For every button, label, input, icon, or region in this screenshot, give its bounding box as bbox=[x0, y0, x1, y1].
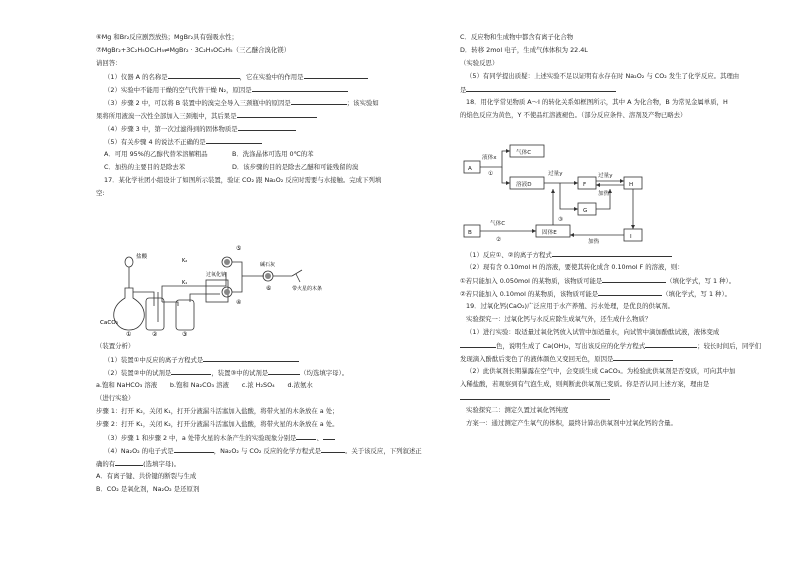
s2-text-b: ，装置③中的试剂是 bbox=[211, 369, 269, 377]
answer-blank bbox=[552, 250, 672, 257]
label-k2: K₂ bbox=[182, 258, 188, 264]
label-num-1: ① bbox=[126, 331, 132, 338]
q3-line1 bbox=[104, 98, 379, 107]
q3-text-c: 果将所用液溴一次性全部加入三颈瓶中，其后果是 bbox=[96, 112, 237, 120]
apparatus-figure bbox=[96, 240, 323, 338]
label-step-3: ③ bbox=[558, 217, 564, 223]
answer-blank bbox=[168, 72, 240, 79]
q18-stem: 18．用化学常见物质 A～I 的转化关系如框图所示，其中 A 为化合物，B 为常见金属单质，H bbox=[466, 98, 728, 106]
section-procedure: （进行实验） bbox=[96, 394, 135, 402]
s5-answer bbox=[460, 85, 616, 94]
section-analysis: （装置分析） bbox=[96, 342, 135, 350]
s4-select bbox=[96, 459, 180, 468]
q18-2a-text: ①若只能加入 0.050mol 的某物质，该物质可能是 bbox=[460, 277, 603, 285]
q17-stem: 17．某化学社团小组设计了如图所示装置，验证 CO₂ 跟 Na₂O₂ 反应时需要与水接触。完成下列填 bbox=[104, 176, 382, 184]
answer-blank bbox=[304, 72, 368, 79]
s2-text: （2）装置②中的试剂是 bbox=[104, 369, 172, 377]
flow-diagram bbox=[460, 125, 660, 245]
s5-text: 是 bbox=[460, 86, 467, 94]
label-k1: K₁ bbox=[182, 280, 188, 286]
option-c: C．加热的主要目的是除去苯 bbox=[104, 163, 186, 171]
exp1-title: 实验探究一：过氧化钙与水反应除生成氧气外，还生成什么物质？ bbox=[466, 315, 652, 323]
q3-text: （3）步骤 2 中，可以将 B 装置中的溴完全导入三颈瓶中的原因是 bbox=[104, 99, 291, 107]
e1-line: （1）进行实验：取适量过氧化钙放入试管中加适量水，向试管中滴加酚酞试液，液体变成 bbox=[466, 328, 720, 336]
node-f: F bbox=[583, 182, 587, 188]
answer-blank bbox=[460, 393, 610, 400]
label-num-6: ⑥ bbox=[266, 285, 272, 292]
s2-options: a.饱和 NaHCO₃ 溶液 b.饱和 Na₂CO₃ 溶液 c.浓 H₂SO₄ d.浓氨水 bbox=[96, 381, 313, 389]
label-soda-lime: 碱石灰 bbox=[260, 262, 276, 268]
node-d: 溶液D bbox=[516, 182, 532, 188]
q18-1-text: （1）反应①、②的离子方程式 bbox=[466, 251, 552, 259]
answer-blank bbox=[171, 368, 211, 375]
e3-line bbox=[460, 354, 673, 363]
node-e: 固体E bbox=[542, 230, 557, 236]
q18-2b-text: ②若只能加入 0.10mol 的某物质，该物质可能是 bbox=[460, 290, 599, 298]
s1-text: （1）装置①中反应的离子方程式是 bbox=[104, 356, 204, 364]
prompt-answer: 请回答： bbox=[96, 59, 122, 67]
q18-1 bbox=[466, 250, 672, 259]
label-num-2: ② bbox=[152, 331, 158, 338]
note-7: ⑦MgBr₂+3C₂H₅OC₂H₅⇌MgBr₂ · 3C₂H₅OC₂H₅（三乙醚合溴化镁） bbox=[96, 46, 291, 54]
label-sodium-peroxide: 过氧化钠 bbox=[206, 272, 227, 278]
node-h: H bbox=[629, 182, 634, 188]
label-liquid-x: 液体x bbox=[482, 155, 497, 161]
s4-option-d: D．转移 2mol 电子，生成气体体积为 22.4L bbox=[460, 46, 588, 54]
s5-question: （5）有同学提出质疑：上述实验不足以证明有水存在时 Na₂O₂ 与 CO₂ 发生了化学反应。其理由 bbox=[466, 72, 740, 80]
label-num-4: ④ bbox=[236, 299, 242, 306]
answer-blank bbox=[174, 446, 214, 453]
e2-text: 色，说明生成了 Ca(OH)₂，写出该反应的化学方程式 bbox=[496, 342, 646, 350]
e6-line bbox=[460, 393, 610, 402]
q1-text-b: ，它在实验中的作用是 bbox=[239, 73, 304, 81]
s3-text-b: 、 bbox=[316, 434, 323, 442]
label-step-2: ② bbox=[496, 237, 502, 243]
q19-stem: 19．过氧化钙(CaO₂)广泛应用于水产养殖、污水处理，是优良的供氧剂。 bbox=[466, 302, 675, 310]
q17-stem-cont: 空: bbox=[96, 189, 105, 197]
s1-equation bbox=[104, 355, 299, 364]
s4-electron bbox=[104, 446, 422, 455]
e2-line bbox=[460, 341, 761, 350]
q3-text-b: ；该实验如 bbox=[346, 99, 379, 107]
answer-blank bbox=[238, 124, 296, 131]
exp2-title: 实验探究二：测定久置过氧化钙纯度 bbox=[466, 406, 569, 414]
option-d: D．该步骤的目的是除去乙醚和可能残留的溴 bbox=[232, 163, 359, 171]
answer-blank bbox=[598, 289, 662, 296]
q4-filter bbox=[104, 124, 296, 133]
s4-text-c: 。关于该反应，下列叙述正 bbox=[344, 447, 422, 455]
node-i: I bbox=[630, 234, 632, 240]
answer-blank bbox=[252, 85, 348, 92]
node-b: B bbox=[468, 230, 472, 236]
answer-blank bbox=[323, 433, 335, 440]
s4-option-a: A．有离子键、共价键的断裂与生成 bbox=[96, 472, 197, 480]
label-heat-2: 加热 bbox=[588, 239, 600, 245]
answer-blank bbox=[613, 354, 673, 361]
s3-observation bbox=[104, 433, 335, 442]
option-b: B．洗涤晶体可选用 0℃的苯 bbox=[232, 150, 314, 158]
note-6: ⑥Mg 和Br₂反应剧烈放热；MgBr₂具有强吸水性； bbox=[96, 33, 238, 41]
q18-stem-cont: 的焰色反应为黄色，Y 不使品红溶液褪色。（部分反应条件、溶剂及产物已略去） bbox=[460, 111, 687, 119]
answer-blank bbox=[268, 368, 300, 375]
s4-text-d: 确的有 bbox=[96, 460, 116, 468]
answer-blank bbox=[237, 111, 317, 118]
node-a: A bbox=[468, 166, 472, 172]
q18-2b-tail: （填化学式，写 1 种）。 bbox=[662, 290, 732, 298]
label-num-3: ③ bbox=[182, 331, 188, 338]
e3-text: 发现滴入酚酞后变色了的液体颜色又变回无色，原因是 bbox=[460, 355, 614, 363]
s4-option-c: C．反应物和生成物中都含有离子化合物 bbox=[460, 33, 574, 41]
s4-option-b: B．CO₂ 是氧化剂，Na₂O₂ 是还原剂 bbox=[96, 485, 200, 493]
s4-text-b: ，Na₂O₂ 与 CO₂ 反应的化学方程式是 bbox=[213, 447, 321, 455]
label-heat: 加热 bbox=[598, 191, 610, 197]
q18-2b bbox=[460, 289, 731, 298]
s2-reagents bbox=[104, 368, 348, 377]
s2-text-c: （均选填字母）。 bbox=[300, 369, 349, 377]
answer-blank bbox=[460, 341, 496, 348]
q4-text: （4）步骤 3 中，第一次过滤得到的固体物质是 bbox=[104, 125, 238, 133]
q1-instrument bbox=[104, 72, 368, 81]
box-f bbox=[578, 177, 596, 189]
s4-text-e: (选填字母)。 bbox=[143, 460, 181, 468]
s3-text: （3）步骤 1 和步骤 2 中，a 处带火星的木条产生的实验现象分别是 bbox=[104, 434, 297, 442]
answer-blank bbox=[296, 433, 316, 440]
s4-text: （4）Na₂O₂ 的电子式是 bbox=[104, 447, 174, 455]
q18-2a bbox=[460, 276, 735, 285]
answer-blank bbox=[115, 459, 143, 466]
q1-text: （1）仪器 A 的名称是 bbox=[104, 73, 168, 81]
e5-line: 入稀盐酸，若观察到有气泡生成，则判断此供氧剂已变质。你是否认同上述方案，理由是 bbox=[460, 380, 710, 388]
answer-blank bbox=[602, 276, 666, 283]
q18-2a-tail: （填化学式，写 1 种）。 bbox=[666, 277, 736, 285]
answer-blank bbox=[466, 85, 616, 92]
label-hydrochloric-acid: 盐酸 bbox=[136, 254, 148, 260]
answer-blank bbox=[645, 341, 697, 348]
q2-reason bbox=[104, 85, 348, 94]
e2-text-b: ；较长时间后，同学们 bbox=[697, 342, 762, 350]
answer-blank bbox=[203, 355, 299, 362]
plan-1: 方案一：通过测定产生氧气的体积，最终计算出供氧剂中过氧化钙的含量。 bbox=[466, 419, 677, 427]
node-g: G bbox=[583, 208, 588, 214]
q5-text: （5）有关步骤 4 的说法不正确的是 bbox=[104, 138, 206, 146]
label-gas-c: 气体C bbox=[490, 221, 506, 227]
q18-2: （2）现有含 0.10mol H 的溶液，要使其转化成含 0.10mol F 的溶液，则： bbox=[466, 263, 684, 271]
step-2: 步骤 2：打开 K₁，关闭 K₂，打开分液漏斗活塞加入盐酸，将带火星的木条放在 a 处。 bbox=[96, 420, 339, 428]
step-1: 步骤 1：打开 K₂，关闭 K₁，打开分液漏斗活塞加入盐酸，将带火星的木条放在 a 处； bbox=[96, 407, 339, 415]
q5-step4 bbox=[104, 137, 262, 146]
q2-text: （2）实验中不能用干燥的空气代替干燥 N₂，原因是 bbox=[104, 86, 252, 94]
box-b bbox=[464, 225, 480, 237]
label-num-5: ⑤ bbox=[236, 245, 242, 252]
option-a: A．可用 95%的乙醇代替苯溶解粗品 bbox=[104, 150, 208, 158]
answer-blank bbox=[291, 98, 347, 105]
node-c: 气体C bbox=[516, 150, 532, 156]
e4-line: （2）此供氧剂长期暴露在空气中，会变质生成 CaCO₃。为检验此供氧剂是否变质，可向其中加 bbox=[466, 367, 736, 375]
label-excess-y-2: 过量y bbox=[598, 173, 613, 179]
label-excess-y-1: 过量y bbox=[548, 171, 563, 177]
section-reflection: （实验反思） bbox=[460, 59, 499, 67]
label-step-1: ① bbox=[488, 171, 494, 177]
q3-line2 bbox=[96, 111, 317, 120]
label-caco3: CaCO₃ bbox=[100, 320, 118, 326]
answer-blank bbox=[321, 446, 345, 453]
box-i bbox=[624, 229, 642, 241]
box-a bbox=[464, 161, 480, 173]
label-glowing-splint: 带火星的木条 bbox=[292, 286, 323, 292]
answer-blank bbox=[206, 137, 262, 144]
